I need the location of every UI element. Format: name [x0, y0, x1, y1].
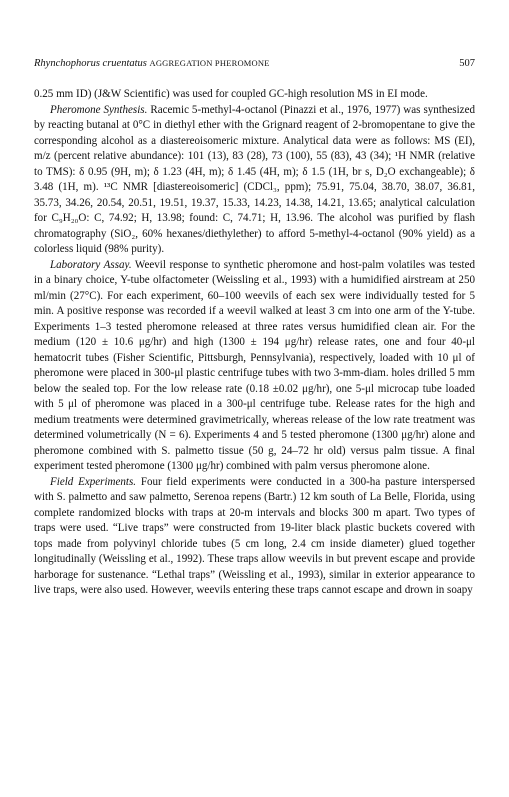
running-head-species: Rhynchophorus cruentatus [34, 58, 147, 69]
section-heading-field-experiments: Field Experiments. [50, 475, 137, 488]
paragraph-continuation [34, 87, 475, 103]
page-header [34, 58, 475, 74]
running-head-title: AGGREGATION PHEROMONE [149, 58, 270, 68]
paragraph-laboratory-assay [34, 258, 475, 475]
section-heading-laboratory-assay: Laboratory Assay. [50, 258, 132, 271]
paragraph-text: 0.25 mm ID) (J&W Scientific) was used for coupled GC-high resolution MS in EI mode. [34, 88, 428, 100]
paragraph-pheromone-synthesis [34, 103, 475, 258]
paragraph-text: Four field experiments were conducted in a 300-ha pasture interspersed with S. palmetto and saw palmetto, Serenoa repens (Bartr.) 12 km south of La Belle, Florida, using complete randomized blocks with traps at 20-m intervals and blocks 300 m apart. Two types of traps were used. “Live traps” were constructed from 19-liter black plastic buckets covered with tops made from polyvinyl chloride tubes (5 cm long, 2.4 cm inside diameter) glued together longitudinally (Weissling et al., 1992). These traps allow weevils in but prevent escape and provide harborage for sustenance. “Lethal traps” (Weissling et al., 1993), similar in exterior appearance to live traps, were also used. However, weevils entering these traps cannot escape and drown in soapy [34, 475, 475, 596]
paragraph-text: Weevil response to synthetic pheromone and host-palm volatiles was tested in a binary choice, Y-tube olfactometer (Weissling et al., 1993) with a humidified airstream at 250 ml/min (27°C). For each experiment, 60–100 weevils of each sex were individually tested for 5 min. A positive response was recorded if a weevil walked at least 3 cm into one arm of the Y-tube. Experiments 1–3 tested pheromone released at three rates versus humidified clean air. For the medium (120 ± 10.6 μg/hr) and high (1300 ± 194 μg/hr) release rates, one and four 40-μl hematocrit tubes (Fisher Scientific, Pittsburgh, Pennsylvania), respectively, loaded with 10 μl of pheromone were placed in 300-μl plastic centrifuge tubes with two 3-mm-diam. holes drilled 5 mm below the sealed top. For the low release rate (0.18 ±0.02 μg/hr), one 5-μl microcap tube loaded with 5 μl of pheromone was placed in a 300-μl centrifuge tube. Release rates for the high and medium treatments were determined gravimetrically, whereas release of the low rate treatment was determined volumetrically (N = 6). Experiments 4 and 5 tested pheromone (1300 μg/hr) alone and pheromone combined with S. palmetto tissue (50 g, 24–72 hr old) versus palm tissue. A final experiment tested pheromone (1300 μg/hr) combined with palm versus pheromone alone. [34, 258, 475, 472]
body-text [34, 87, 475, 599]
paragraph-text: Racemic 5-methyl-4-octanol (Pinazzi et al., 1976, 1977) was synthesized by reacting butanal at 0°C in diethyl ether with the Grignard reagent of 2-bromopentane to give the corresponding alcohol as a diastereoisomeric mixture. Analytical data were as follows: MS (EI), m/z (percent relative abundance): 101 (13), 83 (28), 73 (100), 55 (83), 43 (34); ¹H NMR (relative to TMS): δ 0.95 (9H, m); δ 1.23 (4H, m); δ 1.45 (4H, m); δ 1.5 (1H, br s, D₂O exchangeable); δ 3.48 (1H, m). ¹³C NMR [diastereoisomeric] (CDCl₃, ppm); 75.91, 75.04, 38.70, 38.07, 36.81, 35.73, 34.26, 20.54, 20.51, 19.51, 19.37, 15.33, 14.23, 14.38, 14.21, 13.65; analytical calculation for C₉H₂₀O: C, 74.92; H, 13.98; found: C, 74.71; H, 13.96. The alcohol was purified by flash chromatography (SiO₂, 60% hexanes/diethylether) to afford 5-methyl-4-octanol (90% yield) as a colorless liquid (98% purity). [34, 103, 475, 255]
page-number: 507 [459, 58, 475, 69]
running-head [34, 58, 270, 69]
paragraph-field-experiments [34, 475, 475, 599]
section-heading-pheromone-synthesis: Pheromone Synthesis. [50, 103, 148, 116]
